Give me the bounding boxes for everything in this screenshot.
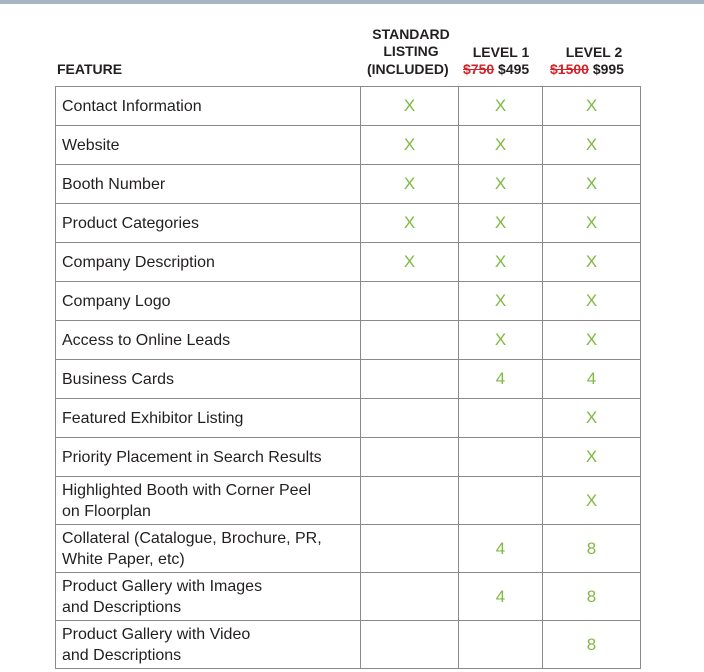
level2-cell: X [543, 204, 641, 243]
level2-cell: X [543, 399, 641, 438]
table-row [56, 573, 641, 621]
feature-comparison-table [55, 86, 641, 669]
level1-cell: 4 [459, 360, 543, 399]
standard-cell [361, 438, 459, 477]
table-row [56, 165, 641, 204]
table-row [56, 621, 641, 669]
feature-cell: Product Categories [56, 204, 361, 243]
table-row [56, 126, 641, 165]
level2-cell: X [543, 243, 641, 282]
table-row [56, 525, 641, 573]
feature-cell: Company Logo [56, 282, 361, 321]
level1-cell: X [459, 87, 543, 126]
level2-cell: 4 [543, 360, 641, 399]
level1-cell: 4 [459, 573, 543, 621]
standard-listing-header [362, 26, 460, 60]
feature-line: Collateral (Catalogue, Brochure, PR, [62, 529, 322, 547]
feature-line: and Descriptions [62, 598, 182, 616]
level2-cell: X [543, 165, 641, 204]
level2-current-price: $995 [592, 61, 624, 77]
feature-cell: Priority Placement in Search Results [56, 438, 361, 477]
level2-cell: 8 [543, 525, 641, 573]
level2-cell: 8 [543, 573, 641, 621]
level1-cell: X [459, 282, 543, 321]
table-row [56, 204, 641, 243]
feature-cell [56, 477, 361, 525]
feature-cell: Featured Exhibitor Listing [56, 399, 361, 438]
standard-cell: X [361, 87, 459, 126]
table-row [56, 321, 641, 360]
standard-header-line1: STANDARD [372, 26, 450, 42]
feature-cell: Access to Online Leads [56, 321, 361, 360]
level1-cell: 4 [459, 525, 543, 573]
standard-cell [361, 525, 459, 573]
standard-cell [361, 282, 459, 321]
table-row [56, 243, 641, 282]
table-row [56, 438, 641, 477]
level2-cell: X [543, 438, 641, 477]
table-header [0, 0, 704, 86]
level2-cell: X [543, 477, 641, 525]
table-row [56, 87, 641, 126]
standard-cell: X [361, 204, 459, 243]
level2-cell: X [543, 87, 641, 126]
feature-cell: Company Description [56, 243, 361, 282]
level2-cell: 8 [543, 621, 641, 669]
level1-header: LEVEL 1 [472, 44, 530, 60]
standard-cell: X [361, 165, 459, 204]
feature-cell: Website [56, 126, 361, 165]
level1-cell: X [459, 243, 543, 282]
level2-cell: X [543, 321, 641, 360]
feature-line: White Paper, etc) [62, 550, 185, 568]
level2-header: LEVEL 2 [565, 44, 623, 60]
level1-cell [459, 477, 543, 525]
feature-column-header: FEATURE [57, 61, 123, 77]
feature-line: Product Gallery with Video [62, 625, 251, 643]
level1-current-price: $495 [498, 61, 530, 77]
level1-cell: X [459, 165, 543, 204]
feature-cell: Booth Number [56, 165, 361, 204]
level2-old-price: $1500 [550, 61, 589, 77]
level1-price [463, 61, 529, 78]
table-row [56, 360, 641, 399]
feature-line: on Floorplan [62, 502, 151, 520]
feature-cell: Business Cards [56, 360, 361, 399]
feature-cell: Contact Information [56, 87, 361, 126]
table-row [56, 282, 641, 321]
standard-cell [361, 477, 459, 525]
standard-cell [361, 573, 459, 621]
level1-cell: X [459, 204, 543, 243]
standard-cell: X [361, 126, 459, 165]
table-row [56, 399, 641, 438]
standard-cell [361, 321, 459, 360]
level1-cell: X [459, 321, 543, 360]
level1-cell [459, 621, 543, 669]
level2-price [550, 61, 624, 78]
standard-header-line2: LISTING [383, 43, 439, 59]
standard-cell [361, 621, 459, 669]
level2-cell: X [543, 126, 641, 165]
level1-cell [459, 399, 543, 438]
level1-cell [459, 438, 543, 477]
feature-cell [56, 621, 361, 669]
level1-old-price: $750 [463, 61, 495, 77]
level2-cell: X [543, 282, 641, 321]
feature-cell [56, 573, 361, 621]
feature-line: Highlighted Booth with Corner Peel [62, 481, 312, 499]
standard-cell [361, 360, 459, 399]
standard-header-line3: (INCLUDED) [367, 61, 449, 77]
feature-cell [56, 525, 361, 573]
feature-line: and Descriptions [62, 646, 182, 664]
feature-line: Product Gallery with Images [62, 577, 263, 595]
standard-cell [361, 399, 459, 438]
standard-cell: X [361, 243, 459, 282]
table-row [56, 477, 641, 525]
level1-cell: X [459, 126, 543, 165]
